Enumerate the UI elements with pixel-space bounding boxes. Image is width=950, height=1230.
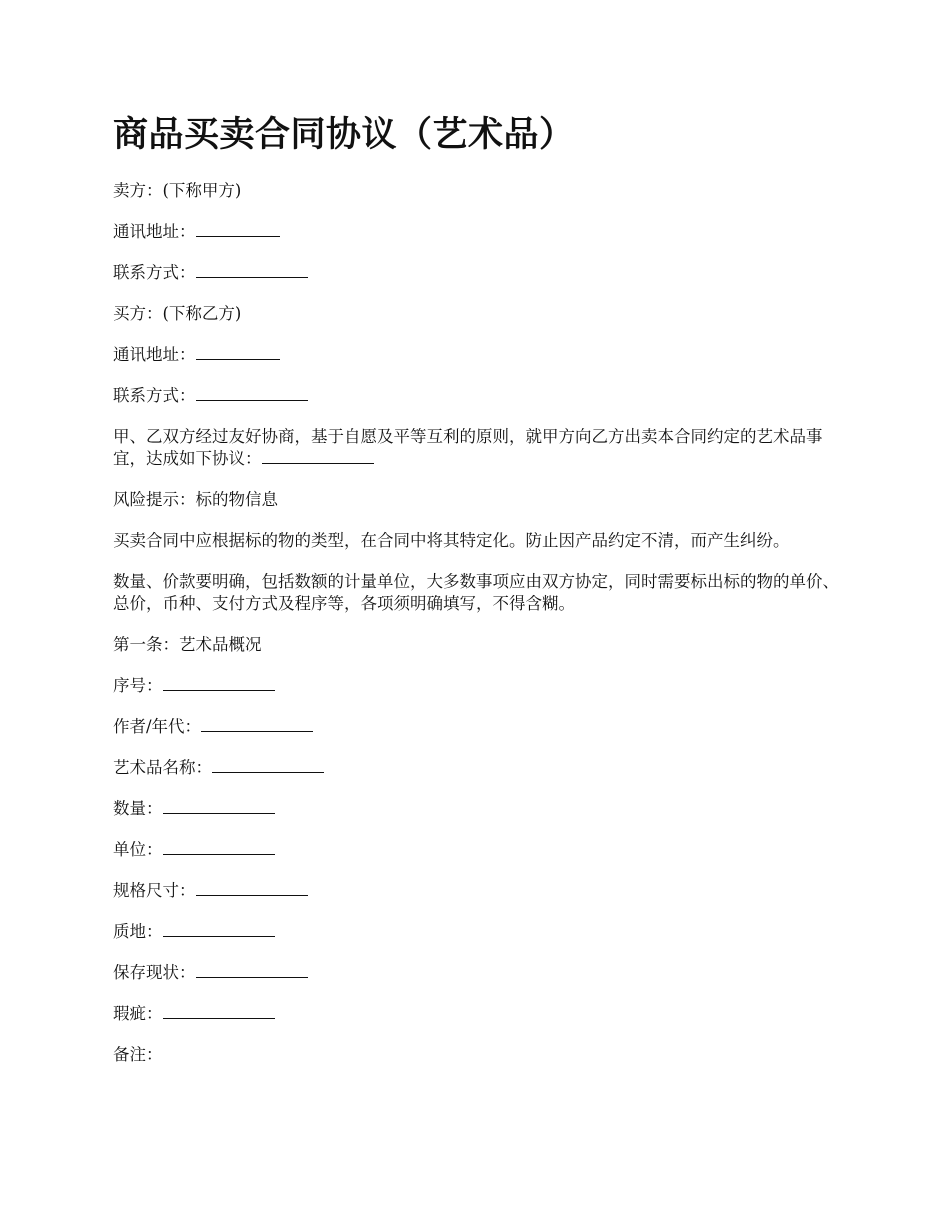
flaw-blank <box>163 1004 275 1019</box>
buyer-contact-blank <box>196 386 308 401</box>
risk-paragraph-1: 买卖合同中应根据标的物的类型，在合同中将其特定化。防止因产品约定不清，而产生纠纷。 <box>113 531 790 550</box>
unit-line <box>113 839 843 861</box>
seller-address-line <box>113 221 843 243</box>
condition-label: 保存现状： <box>113 963 196 982</box>
buyer-contact-line <box>113 385 843 407</box>
condition-line <box>113 962 843 984</box>
material-line <box>113 921 843 943</box>
flaw-label: 瑕疵： <box>113 1004 163 1023</box>
seller-address-blank <box>196 222 280 237</box>
intro-paragraph <box>113 426 843 470</box>
seller-line: 卖方：(下称甲方) <box>113 181 242 200</box>
material-blank <box>163 922 275 937</box>
article-1-heading: 第一条：艺术品概况 <box>113 635 262 654</box>
material-label: 质地： <box>113 922 163 941</box>
remark-label: 备注： <box>113 1045 163 1064</box>
quantity-line <box>113 798 843 820</box>
unit-blank <box>163 840 275 855</box>
intro-text: 甲、乙双方经过友好协商，基于自愿及平等互利的原则，就甲方向乙方出卖本合同约定的艺术品事宜，达成如下协议： <box>113 427 823 468</box>
artwork-name-blank <box>212 758 324 773</box>
risk-paragraph-2: 数量、价款要明确，包括数额的计量单位，大多数事项应由双方协定，同时需要标出标的物的单价、总价，币种、支付方式及程序等，各项须明确填写，不得含糊。 <box>113 572 839 613</box>
seller-contact-label: 联系方式： <box>113 263 196 282</box>
document-title: 商品买卖合同协议（艺术品） <box>113 114 575 155</box>
seller-contact-blank <box>196 263 308 278</box>
condition-blank <box>196 963 308 978</box>
intro-blank <box>262 449 374 464</box>
size-line <box>113 880 843 902</box>
quantity-blank <box>163 799 275 814</box>
serial-line <box>113 675 843 697</box>
remark-line <box>113 1044 843 1066</box>
unit-label: 单位： <box>113 840 163 859</box>
seller-contact-line <box>113 262 843 284</box>
serial-label: 序号： <box>113 676 163 695</box>
buyer-line: 买方：(下称乙方) <box>113 304 242 323</box>
serial-blank <box>163 676 275 691</box>
contract-document <box>113 110 843 1085</box>
author-label: 作者/年代： <box>113 717 202 736</box>
artwork-name-label: 艺术品名称： <box>113 758 212 777</box>
risk-heading: 风险提示：标的物信息 <box>113 490 278 509</box>
quantity-label: 数量： <box>113 799 163 818</box>
flaw-line <box>113 1003 843 1025</box>
author-blank <box>201 717 313 732</box>
artwork-name-line <box>113 757 843 779</box>
buyer-address-blank <box>196 345 280 360</box>
author-line <box>113 716 843 738</box>
seller-address-label: 通讯地址： <box>113 222 196 241</box>
size-label: 规格尺寸： <box>113 881 196 900</box>
size-blank <box>196 881 308 896</box>
buyer-contact-label: 联系方式： <box>113 386 196 405</box>
buyer-address-label: 通讯地址： <box>113 345 196 364</box>
buyer-address-line <box>113 344 843 366</box>
